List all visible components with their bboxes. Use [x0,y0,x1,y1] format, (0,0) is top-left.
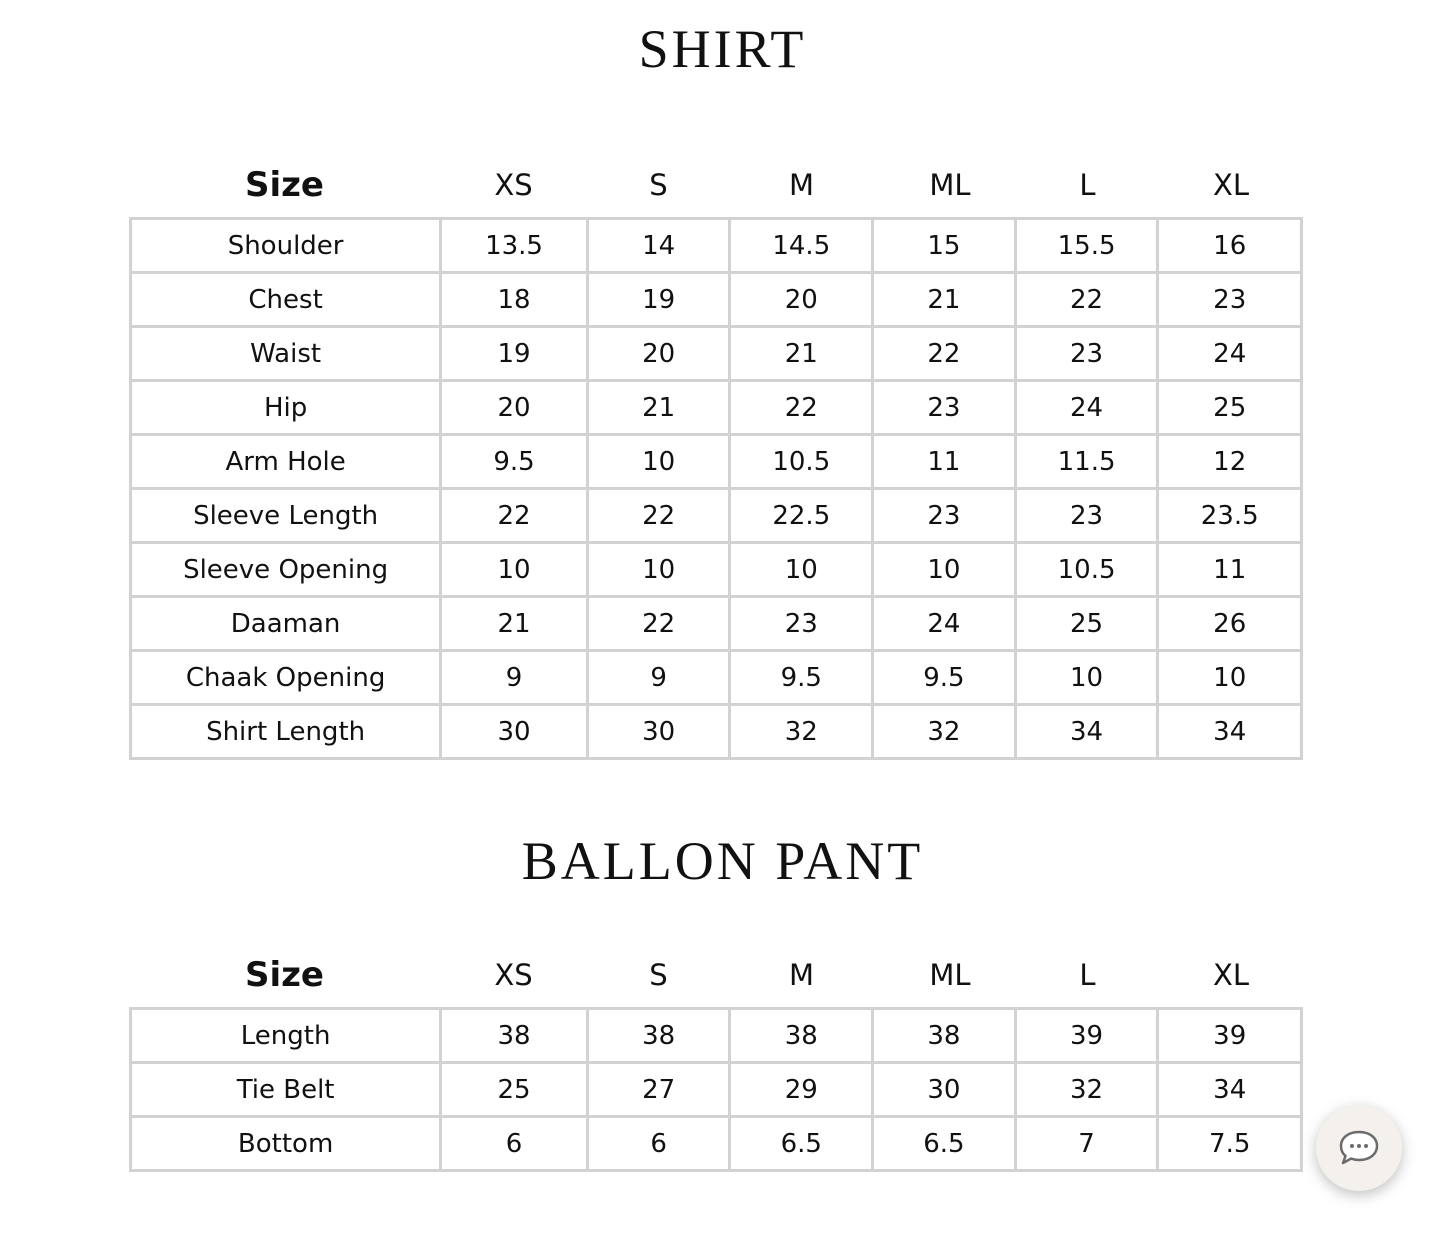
measurement-value: 10.5 [1017,544,1160,598]
measurement-value: 7 [1017,1118,1160,1172]
measurement-value: 38 [731,1010,874,1064]
measurement-value: 23 [731,598,874,652]
chat-button[interactable] [1316,1105,1402,1191]
measurement-value: 39 [1159,1010,1303,1064]
measurement-value: 16 [1159,220,1303,274]
measurement-label: Sleeve Opening [132,544,442,598]
measurement-value: 22 [1017,274,1160,328]
measurement-value: 24 [874,598,1017,652]
measurement-value: 18 [442,274,589,328]
measurement-value: 10 [589,436,732,490]
measurement-value: 30 [442,706,589,760]
measurement-value: 38 [442,1010,589,1064]
header-size-m: M [788,168,815,202]
table-row [132,274,1303,328]
header-size-xs: XS [494,958,533,992]
measurement-label: Tie Belt [132,1064,442,1118]
measurement-value: 23 [1017,328,1160,382]
pant-size-table [129,950,1303,1159]
measurement-value: 22 [731,382,874,436]
measurement-label: Shoulder [132,220,442,274]
measurement-value: 30 [589,706,732,760]
measurement-value: 32 [731,706,874,760]
measurement-value: 19 [442,328,589,382]
header-size-label: Size [245,165,324,205]
measurement-value: 20 [731,274,874,328]
table-row [132,1064,1303,1118]
table-row [132,1010,1303,1064]
measurement-value: 22 [589,490,732,544]
table-row [132,652,1303,706]
table-row [132,220,1303,274]
measurement-value: 26 [1159,598,1303,652]
measurement-label: Waist [132,328,442,382]
measurement-value: 11 [1159,544,1303,598]
measurement-value: 21 [731,328,874,382]
table-row [132,490,1303,544]
header-size-s: S [649,958,668,992]
measurement-value: 20 [589,328,732,382]
header-size-xl: XL [1212,168,1250,202]
measurement-value: 23.5 [1159,490,1303,544]
measurement-value: 9.5 [731,652,874,706]
measurement-value: 38 [874,1010,1017,1064]
measurement-value: 24 [1159,328,1303,382]
measurement-value: 10 [874,544,1017,598]
pant-header-row [129,950,1303,1000]
measurement-value: 19 [589,274,732,328]
header-size-m: M [788,958,815,992]
header-size-xs: XS [494,168,533,202]
table-row [132,1118,1303,1172]
measurement-value: 9.5 [874,652,1017,706]
table-row [132,328,1303,382]
measurement-value: 6 [589,1118,732,1172]
measurement-value: 22 [589,598,732,652]
measurement-value: 15.5 [1017,220,1160,274]
header-size-s: S [649,168,668,202]
measurement-value: 24 [1017,382,1160,436]
measurement-value: 14.5 [731,220,874,274]
table-row [132,706,1303,760]
measurement-value: 10 [442,544,589,598]
header-size-l: L [1079,168,1096,202]
measurement-value: 21 [442,598,589,652]
header-size-l: L [1079,958,1096,992]
header-size-label: Size [245,955,324,995]
measurement-value: 11 [874,436,1017,490]
measurement-value: 6.5 [874,1118,1017,1172]
table-row [132,436,1303,490]
table-row [132,598,1303,652]
measurement-value: 6.5 [731,1118,874,1172]
measurement-label: Chaak Opening [132,652,442,706]
measurement-value: 6 [442,1118,589,1172]
measurement-value: 22.5 [731,490,874,544]
measurement-value: 9 [442,652,589,706]
chat-bubble-icon [1337,1128,1381,1168]
measurement-value: 27 [589,1064,732,1118]
pant-measurements-grid [129,1007,1303,1172]
measurement-value: 22 [442,490,589,544]
measurement-value: 23 [874,382,1017,436]
measurement-value: 32 [1017,1064,1160,1118]
shirt-measurements-grid [129,217,1303,760]
measurement-value: 20 [442,382,589,436]
measurement-value: 15 [874,220,1017,274]
measurement-value: 13.5 [442,220,589,274]
measurement-value: 10 [1017,652,1160,706]
shirt-title: SHIRT [638,19,807,79]
measurement-value: 25 [442,1064,589,1118]
measurement-value: 34 [1159,1064,1303,1118]
measurement-label: Length [132,1010,442,1064]
measurement-value: 12 [1159,436,1303,490]
measurement-value: 39 [1017,1010,1160,1064]
table-row [132,544,1303,598]
measurement-label: Bottom [132,1118,442,1172]
measurement-value: 25 [1159,382,1303,436]
measurement-value: 38 [589,1010,732,1064]
header-size-ml: ML [929,168,971,202]
measurement-value: 14 [589,220,732,274]
measurement-value: 22 [874,328,1017,382]
measurement-value: 10.5 [731,436,874,490]
measurement-value: 34 [1159,706,1303,760]
measurement-value: 21 [589,382,732,436]
measurement-value: 23 [874,490,1017,544]
measurement-value: 25 [1017,598,1160,652]
pant-title: BALLON PANT [521,831,924,891]
header-size-xl: XL [1212,958,1250,992]
measurement-value: 10 [589,544,732,598]
measurement-label: Arm Hole [132,436,442,490]
measurement-value: 23 [1159,274,1303,328]
measurement-label: Sleeve Length [132,490,442,544]
measurement-value: 32 [874,706,1017,760]
measurement-value: 7.5 [1159,1118,1303,1172]
measurement-label: Chest [132,274,442,328]
measurement-value: 10 [731,544,874,598]
table-row [132,382,1303,436]
measurement-value: 11.5 [1017,436,1160,490]
shirt-header-row [129,160,1303,210]
measurement-value: 10 [1159,652,1303,706]
measurement-label: Daaman [132,598,442,652]
measurement-value: 21 [874,274,1017,328]
measurement-value: 30 [874,1064,1017,1118]
measurement-value: 9.5 [442,436,589,490]
measurement-value: 23 [1017,490,1160,544]
measurement-value: 34 [1017,706,1160,760]
header-size-ml: ML [929,958,971,992]
measurement-label: Shirt Length [132,706,442,760]
measurement-value: 9 [589,652,732,706]
shirt-size-table [129,160,1303,747]
measurement-value: 29 [731,1064,874,1118]
measurement-label: Hip [132,382,442,436]
